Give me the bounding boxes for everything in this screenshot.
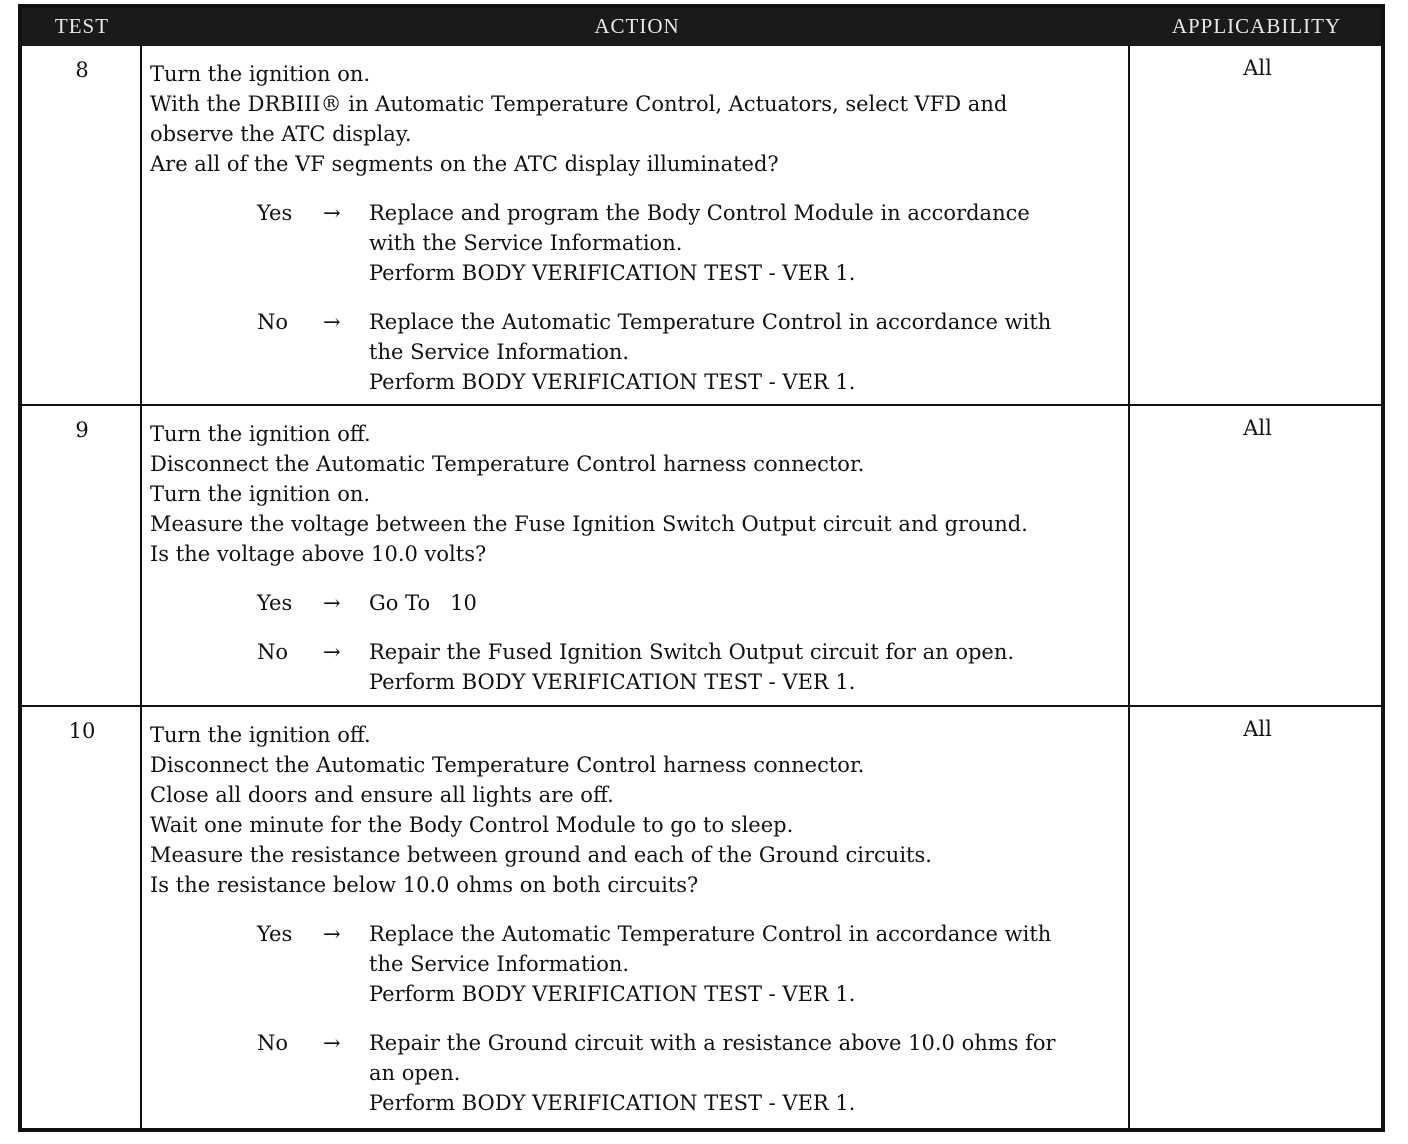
step-text: Is the voltage above 10.0 volts? xyxy=(150,542,487,566)
table-row xyxy=(22,707,1381,1128)
answer-text: Perform BODY VERIFICATION TEST - VER 1. xyxy=(369,261,856,285)
answer-text: Perform BODY VERIFICATION TEST - VER 1. xyxy=(369,670,856,694)
answer-label: No xyxy=(257,310,289,334)
step-text: observe the ATC display. xyxy=(150,122,412,146)
answer-text: Perform BODY VERIFICATION TEST - VER 1. xyxy=(369,370,856,394)
table-row xyxy=(22,46,1381,404)
step-text: Is the resistance below 10.0 ohms on both circuits? xyxy=(150,873,699,897)
answer-yes xyxy=(150,919,1124,1009)
answer-text: Replace the Automatic Temperature Control in accordance with xyxy=(369,922,1052,946)
test-number: 9 xyxy=(75,418,89,442)
step-text: Turn the ignition on. xyxy=(150,62,371,86)
step-text: Disconnect the Automatic Temperature Control harness connector. xyxy=(150,753,865,777)
step-text: Disconnect the Automatic Temperature Control harness connector. xyxy=(150,452,865,476)
applicability-value: All xyxy=(1243,717,1272,741)
arrow-icon: → xyxy=(323,1031,341,1055)
step-text: With the DRBIII® in Automatic Temperature Control, Actuators, select VFD and xyxy=(150,92,1008,116)
header-test: TEST xyxy=(54,14,110,38)
arrow-icon: → xyxy=(323,201,341,225)
answer-yes xyxy=(150,198,1124,288)
answer-text: with the Service Information. xyxy=(369,231,683,255)
answer-text: Replace the Automatic Temperature Control in accordance with xyxy=(369,310,1052,334)
step-text: Turn the ignition off. xyxy=(150,422,371,446)
answer-text: the Service Information. xyxy=(369,952,630,976)
arrow-icon: → xyxy=(323,591,341,615)
table-row xyxy=(22,406,1381,705)
step-text: Are all of the VF segments on the ATC display illuminated? xyxy=(150,152,779,176)
step-text: Measure the resistance between ground and each of the Ground circuits. xyxy=(150,843,932,867)
answer-label: Yes xyxy=(257,591,293,615)
answer-text: the Service Information. xyxy=(369,340,630,364)
applicability-value: All xyxy=(1243,56,1272,80)
answer-no xyxy=(150,307,1124,397)
step-text: Close all doors and ensure all lights are off. xyxy=(150,783,614,807)
answer-text: Perform BODY VERIFICATION TEST - VER 1. xyxy=(369,1091,856,1115)
applicability-value: All xyxy=(1243,416,1272,440)
arrow-icon: → xyxy=(323,922,341,946)
header-action: ACTION xyxy=(594,14,680,38)
answer-text: Repair the Fused Ignition Switch Output circuit for an open. xyxy=(369,640,1015,664)
step-text: Turn the ignition off. xyxy=(150,723,371,747)
header-applicability: APPLICABILITY xyxy=(1171,14,1342,38)
arrow-icon: → xyxy=(323,310,341,334)
answer-no xyxy=(150,1028,1124,1118)
diagnostic-table xyxy=(18,4,1385,1132)
table-header xyxy=(22,8,1381,46)
answer-label: Yes xyxy=(257,922,293,946)
test-number: 8 xyxy=(75,58,89,82)
answer-no xyxy=(150,637,1124,697)
action-cell xyxy=(150,720,1124,1118)
step-text: Turn the ignition on. xyxy=(150,482,371,506)
step-text: Measure the voltage between the Fuse Ignition Switch Output circuit and ground. xyxy=(150,512,1028,536)
answer-label: Yes xyxy=(257,201,293,225)
test-number: 10 xyxy=(68,719,96,743)
action-cell xyxy=(150,59,1124,397)
answer-text: Replace and program the Body Control Module in accordance xyxy=(369,201,1030,225)
step-text: Wait one minute for the Body Control Module to go to sleep. xyxy=(150,813,794,837)
action-cell xyxy=(150,419,1124,697)
answer-label: No xyxy=(257,640,289,664)
answer-text: Perform BODY VERIFICATION TEST - VER 1. xyxy=(369,982,856,1006)
arrow-icon: → xyxy=(323,640,341,664)
answer-text: an open. xyxy=(369,1061,461,1085)
answer-text: Repair the Ground circuit with a resistance above 10.0 ohms for xyxy=(369,1031,1056,1055)
answer-label: No xyxy=(257,1031,289,1055)
answer-yes xyxy=(150,588,1124,618)
goto-link[interactable]: Go To 10 xyxy=(369,591,477,615)
